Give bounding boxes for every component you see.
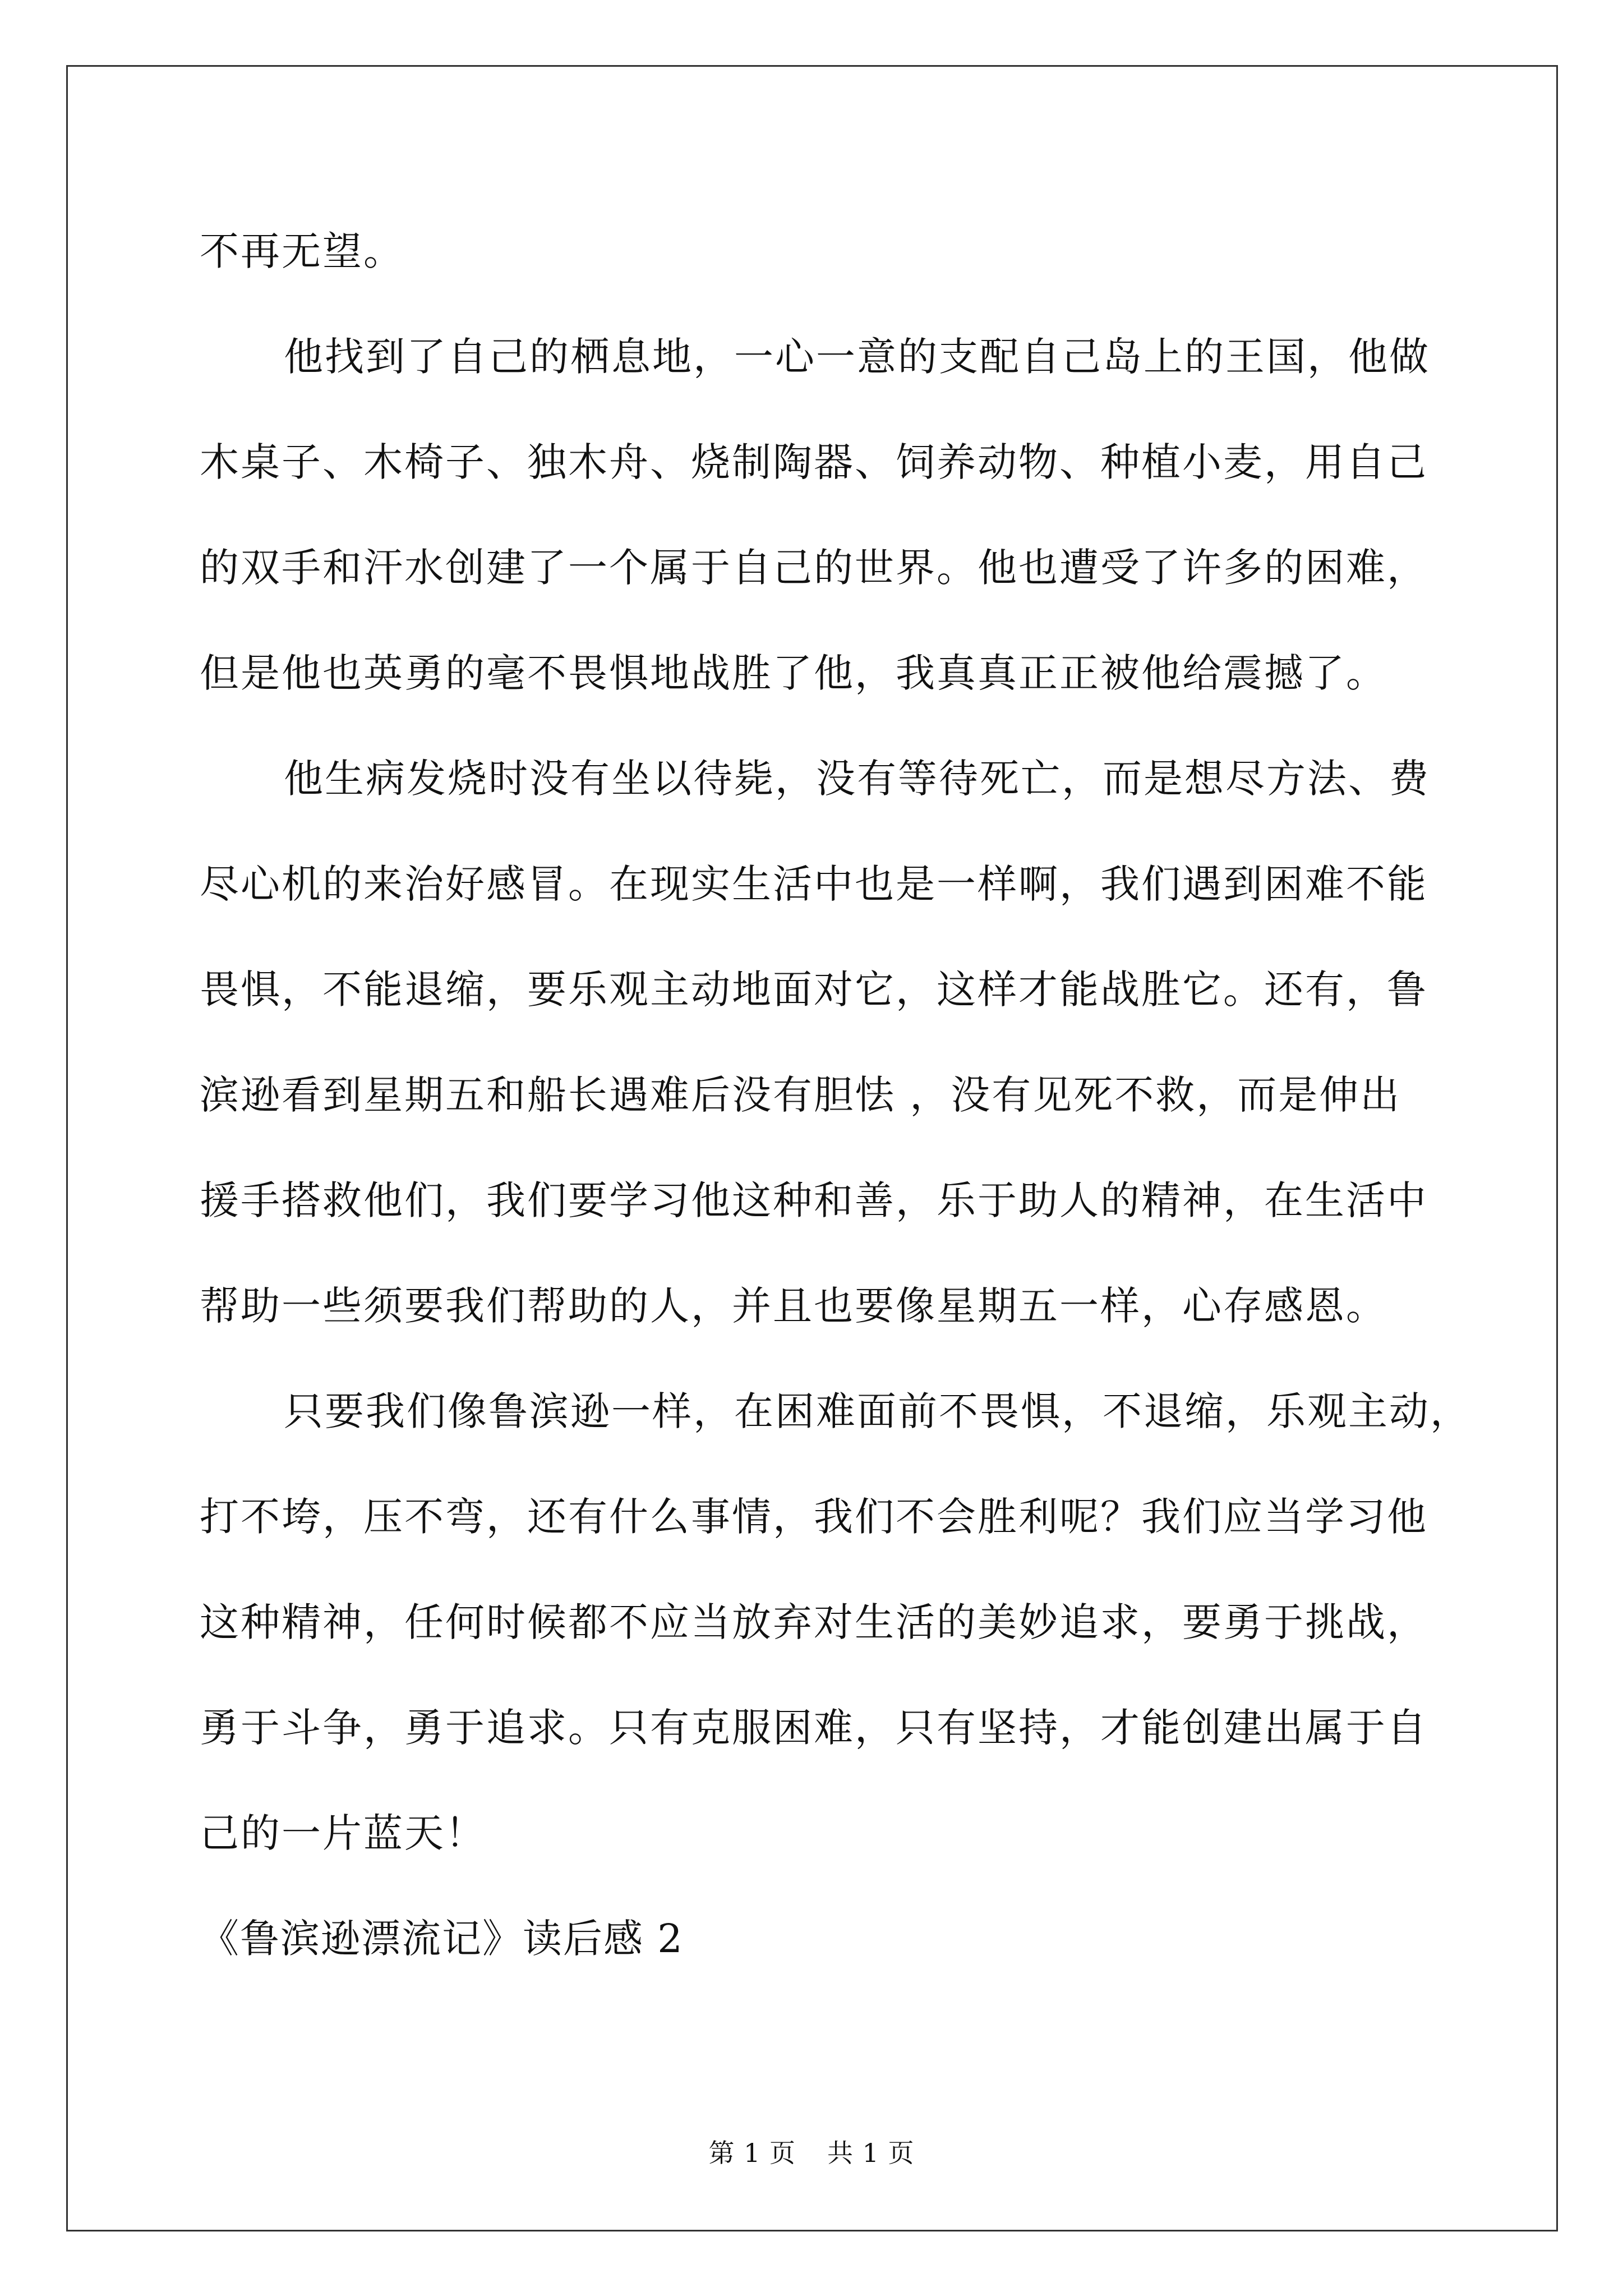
paragraph-start-line: 他找到了自己的栖息地，一心一意的支配自己岛上的王国，他做: [284, 334, 1430, 380]
text-line: 这种精神，任何时候都不应当放弃对生活的美妙追求，要勇于挑战，: [200, 1599, 1428, 1645]
text-line: 打不垮，压不弯，还有什么事情，我们不会胜利呢？我们应当学习他: [200, 1494, 1428, 1540]
paragraph-start-line: 只要我们像鲁滨逊一样，在困难面前不畏惧，不退缩，乐观主动，: [284, 1388, 1471, 1434]
text-line: 但是他也英勇的毫不畏惧地战胜了他，我真真正正被他给震撼了。: [200, 650, 1387, 696]
page-number: 第 1 页: [708, 2138, 796, 2168]
text-line: 畏惧，不能退缩，要乐观主动地面对它，这样才能战胜它。还有，鲁: [200, 967, 1428, 1013]
text-line: 勇于斗争，勇于追求。只有克服困难，只有坚持，才能创建出属于自: [200, 1705, 1428, 1751]
text-line: 帮助一些须要我们帮助的人，并且也要像星期五一样，心存感恩。: [200, 1283, 1387, 1329]
paragraph-start-line: 他生病发烧时没有坐以待毙，没有等待死亡，而是想尽方法、费: [284, 756, 1430, 802]
text-line: 的双手和汗水创建了一个属于自己的世界。他也遭受了许多的困难，: [200, 545, 1428, 591]
document-body: [200, 199, 1471, 1991]
text-line: 滨逊看到星期五和船长遇难后没有胆怯 ，没有见死不救，而是伸出: [200, 1072, 1401, 1118]
text-line: 己的一片蓝天！: [200, 1810, 486, 1856]
text-line: 援手搭救他们，我们要学习他这种和善，乐于助人的精神，在生活中: [200, 1177, 1428, 1223]
text-line: 木桌子、木椅子、独木舟、烧制陶器、饲养动物、种植小麦，用自己: [200, 439, 1428, 485]
text-line: 不再无望。: [200, 228, 404, 274]
section-heading: 《鲁滨逊漂流记》读后感 2: [200, 1916, 684, 1962]
page-total: 共 1 页: [827, 2138, 915, 2168]
page-footer: [0, 2136, 1623, 2170]
text-line: 尽心机的来治好感冒。在现实生活中也是一样啊，我们遇到困难不能: [200, 861, 1428, 907]
